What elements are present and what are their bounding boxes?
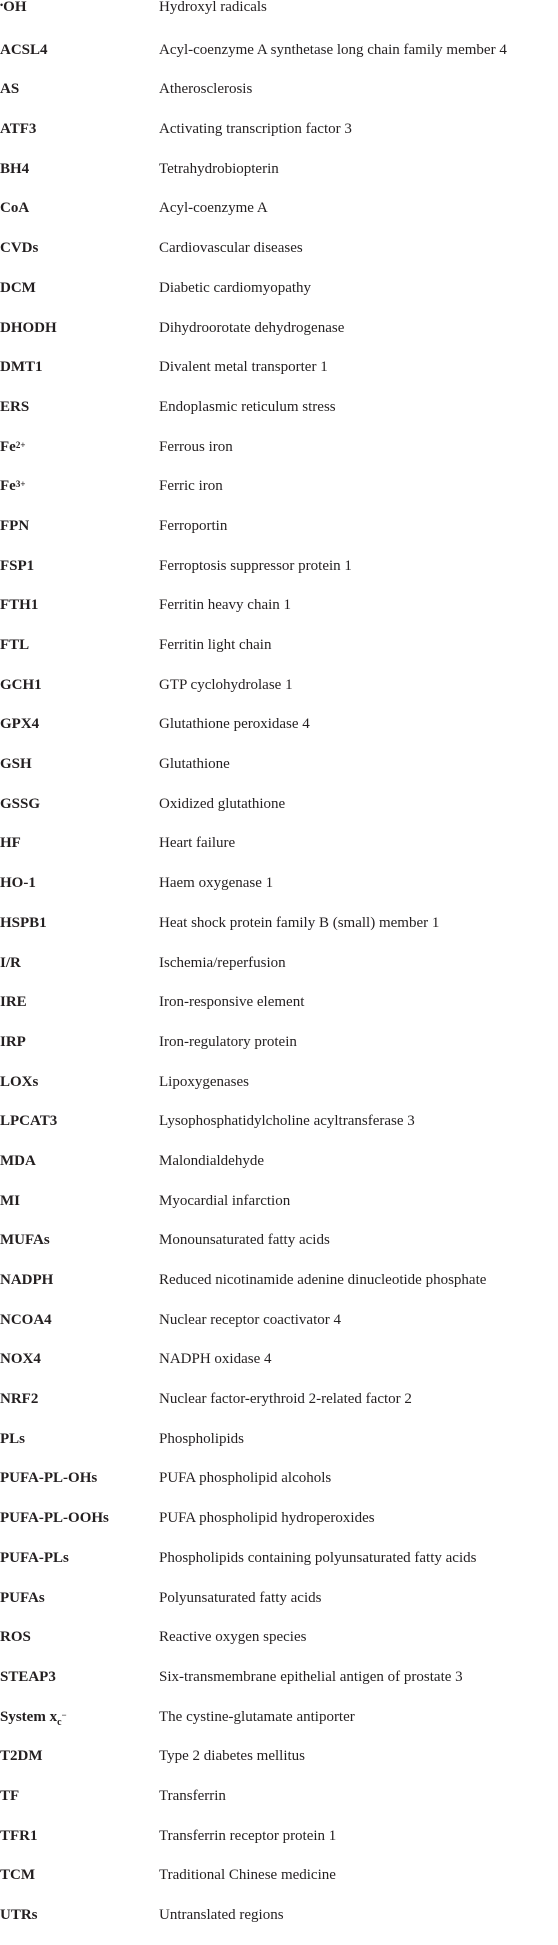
abbreviation-row bbox=[0, 1429, 558, 1469]
abbreviation-row bbox=[0, 595, 558, 635]
term-text: DMT1 bbox=[0, 359, 43, 376]
abbreviation-row bbox=[0, 1588, 558, 1628]
term-text: PLs bbox=[0, 1430, 26, 1447]
abbreviation-term bbox=[0, 1349, 41, 1369]
term-text: System x bbox=[0, 1708, 58, 1725]
term-text: BH4 bbox=[0, 160, 30, 177]
abbreviation-term bbox=[0, 675, 42, 695]
abbreviation-term bbox=[0, 1746, 43, 1766]
term-text: OH bbox=[3, 0, 27, 15]
term-text: FTH1 bbox=[0, 597, 39, 614]
abbreviation-row bbox=[0, 1508, 558, 1548]
abbreviation-term bbox=[0, 1389, 38, 1409]
term-text: MDA bbox=[0, 1152, 36, 1169]
term-prefix-superscript: • bbox=[0, 0, 4, 10]
abbreviation-definition: Ferroptosis suppressor protein 1 bbox=[159, 557, 352, 574]
abbreviation-definition: PUFA phospholipid hydroperoxides bbox=[159, 1510, 375, 1527]
abbreviation-row bbox=[0, 119, 558, 159]
abbreviation-row bbox=[0, 833, 558, 873]
term-text: Fe bbox=[0, 478, 16, 495]
abbreviation-definition: Polyunsaturated fatty acids bbox=[159, 1589, 322, 1606]
term-text: PUFA-PL-OHs bbox=[0, 1470, 98, 1487]
abbreviation-term bbox=[0, 1072, 38, 1092]
abbreviation-row bbox=[0, 516, 558, 556]
abbreviation-row bbox=[0, 873, 558, 913]
abbreviation-row bbox=[0, 40, 558, 80]
abbreviation-term bbox=[0, 1905, 38, 1925]
abbreviation-definition: Lysophosphatidylcholine acyltransferase 3 bbox=[159, 1113, 415, 1130]
abbreviation-row bbox=[0, 1111, 558, 1151]
abbreviation-term bbox=[0, 1151, 36, 1171]
abbreviation-term bbox=[0, 556, 34, 576]
abbreviation-row bbox=[0, 397, 558, 437]
abbreviation-term bbox=[0, 1032, 26, 1052]
term-text: HF bbox=[0, 835, 21, 852]
abbreviation-definition: GTP cyclohydrolase 1 bbox=[159, 676, 293, 693]
abbreviation-definition: Glutathione peroxidase 4 bbox=[159, 716, 310, 733]
abbreviation-definition: Cardiovascular diseases bbox=[159, 240, 303, 257]
abbreviation-term bbox=[0, 833, 21, 853]
abbreviation-term bbox=[0, 913, 47, 933]
term-superscript: − bbox=[61, 1709, 67, 1720]
abbreviation-definition: Acyl-coenzyme A bbox=[159, 200, 268, 217]
abbreviation-term bbox=[0, 1230, 50, 1250]
term-text: I/R bbox=[0, 954, 21, 971]
term-text: Fe bbox=[0, 438, 16, 455]
abbreviation-row bbox=[0, 198, 558, 238]
abbreviation-term bbox=[0, 1548, 69, 1568]
term-superscript: 3+ bbox=[15, 479, 26, 490]
abbreviation-row bbox=[0, 159, 558, 199]
term-text: HO-1 bbox=[0, 875, 36, 892]
abbreviation-row bbox=[0, 0, 558, 40]
term-text: FTL bbox=[0, 637, 30, 653]
abbreviation-term bbox=[0, 516, 29, 536]
term-text: FPN bbox=[0, 517, 30, 534]
term-text: MUFAs bbox=[0, 1232, 50, 1249]
abbreviation-row bbox=[0, 1746, 558, 1786]
abbreviation-term bbox=[0, 1865, 35, 1885]
term-text: FSP1 bbox=[0, 557, 35, 574]
abbreviation-term bbox=[0, 714, 39, 734]
abbreviation-row bbox=[0, 1151, 558, 1191]
term-text: MI bbox=[0, 1192, 20, 1209]
term-text: T2DM bbox=[0, 1748, 43, 1765]
term-text: GSH bbox=[0, 756, 32, 773]
abbreviation-term bbox=[0, 754, 32, 774]
abbreviation-definition: Hydroxyl radicals bbox=[159, 0, 267, 15]
abbreviation-definition: Six-transmembrane epithelial antigen of prostate 3 bbox=[159, 1668, 463, 1685]
abbreviation-definition: Monounsaturated fatty acids bbox=[159, 1232, 330, 1249]
abbreviation-definition: Ferrous iron bbox=[159, 438, 233, 455]
abbreviation-definition: Divalent metal transporter 1 bbox=[159, 359, 328, 376]
abbreviation-definition: Transferrin bbox=[159, 1787, 226, 1804]
abbreviation-term bbox=[0, 1667, 56, 1687]
term-text: AS bbox=[0, 81, 20, 98]
abbreviation-definition: Iron-responsive element bbox=[159, 994, 305, 1011]
abbreviation-term bbox=[0, 198, 29, 218]
abbreviation-definition: Acyl-coenzyme A synthetase long chain family member 4 bbox=[159, 41, 507, 58]
abbreviation-row bbox=[0, 1786, 558, 1826]
abbreviation-row bbox=[0, 1468, 558, 1508]
abbreviation-row bbox=[0, 953, 558, 993]
abbreviation-row bbox=[0, 1865, 558, 1905]
abbreviation-row bbox=[0, 913, 558, 953]
term-text: NRF2 bbox=[0, 1391, 39, 1408]
abbreviation-term bbox=[0, 992, 27, 1012]
term-text: LOXs bbox=[0, 1073, 39, 1090]
abbreviation-term bbox=[0, 635, 29, 655]
abbreviation-row bbox=[0, 1707, 558, 1747]
abbreviation-definition: PUFA phospholipid alcohols bbox=[159, 1470, 332, 1487]
term-text: ATF3 bbox=[0, 121, 37, 138]
abbreviation-term bbox=[0, 1468, 97, 1488]
term-text: TFR1 bbox=[0, 1827, 38, 1844]
abbreviation-definition: Ferric iron bbox=[159, 478, 223, 495]
abbreviation-row bbox=[0, 714, 558, 754]
abbreviation-term bbox=[0, 1191, 20, 1211]
abbreviation-row bbox=[0, 1627, 558, 1667]
term-text: UTRs bbox=[0, 1907, 38, 1923]
term-text: IRP bbox=[0, 1033, 26, 1050]
abbreviation-row bbox=[0, 1548, 558, 1588]
abbreviation-definition: Glutathione bbox=[159, 756, 230, 773]
abbreviation-term bbox=[0, 357, 43, 377]
abbreviation-row bbox=[0, 1310, 558, 1350]
abbreviation-definition: Nuclear receptor coactivator 4 bbox=[159, 1311, 341, 1328]
term-text: ACSL4 bbox=[0, 41, 48, 58]
term-text: PUFAs bbox=[0, 1589, 45, 1606]
abbreviation-definition: Iron-regulatory protein bbox=[159, 1033, 297, 1050]
term-text: TF bbox=[0, 1787, 20, 1804]
abbreviation-term bbox=[0, 437, 25, 457]
abbreviation-definition: Oxidized glutathione bbox=[159, 795, 286, 812]
abbreviation-term bbox=[0, 119, 36, 139]
abbreviation-term bbox=[0, 0, 27, 17]
abbreviation-definition: Ferroportin bbox=[159, 517, 228, 534]
abbreviation-row bbox=[0, 1349, 558, 1389]
abbreviation-term bbox=[0, 1786, 19, 1806]
abbreviation-term bbox=[0, 794, 40, 814]
abbreviation-row bbox=[0, 357, 558, 397]
abbreviation-term bbox=[0, 1508, 109, 1528]
abbreviation-row bbox=[0, 1667, 558, 1707]
term-superscript: 2+ bbox=[15, 439, 26, 450]
abbreviation-definition: The cystine-glutamate antiporter bbox=[159, 1708, 355, 1725]
abbreviation-row bbox=[0, 79, 558, 119]
abbreviation-term bbox=[0, 1270, 53, 1290]
term-text: CoA bbox=[0, 200, 30, 217]
term-text: NOX4 bbox=[0, 1351, 41, 1368]
abbreviation-term bbox=[0, 873, 36, 893]
abbreviation-row bbox=[0, 1389, 558, 1429]
term-text: GCH1 bbox=[0, 676, 42, 693]
term-text: DCM bbox=[0, 279, 36, 296]
abbreviation-row bbox=[0, 1270, 558, 1310]
term-text: NCOA4 bbox=[0, 1311, 52, 1328]
term-text: DHODH bbox=[0, 319, 57, 336]
abbreviation-row bbox=[0, 238, 558, 278]
abbreviation-row bbox=[0, 675, 558, 715]
abbreviation-definition: Lipoxygenases bbox=[159, 1073, 249, 1090]
abbreviation-row bbox=[0, 318, 558, 358]
abbreviation-definition: Transferrin receptor protein 1 bbox=[159, 1827, 337, 1844]
abbreviation-term bbox=[0, 1826, 38, 1846]
abbreviation-row bbox=[0, 437, 558, 477]
abbreviation-definition: Diabetic cardiomyopathy bbox=[159, 279, 312, 296]
abbreviation-term bbox=[0, 1310, 52, 1330]
abbreviation-term bbox=[0, 397, 29, 417]
abbreviation-row bbox=[0, 476, 558, 516]
term-text: IRE bbox=[0, 994, 27, 1011]
term-text: PUFA-PL-OOHs bbox=[0, 1510, 109, 1527]
term-text: HSPB1 bbox=[0, 914, 47, 931]
term-text: LPCAT3 bbox=[0, 1113, 58, 1130]
abbreviation-row bbox=[0, 1230, 558, 1270]
abbreviation-term bbox=[0, 953, 21, 973]
abbreviation-definition: Dihydroorotate dehydrogenase bbox=[159, 319, 345, 336]
term-text: STEAP3 bbox=[0, 1668, 56, 1685]
abbreviation-definition: Myocardial infarction bbox=[159, 1192, 291, 1209]
abbreviation-row bbox=[0, 794, 558, 834]
term-text: TCM bbox=[0, 1867, 35, 1884]
abbreviation-row bbox=[0, 1072, 558, 1112]
term-text: ROS bbox=[0, 1629, 31, 1646]
term-text: ERS bbox=[0, 398, 30, 415]
abbreviation-row bbox=[0, 754, 558, 794]
abbreviation-definition: Untranslated regions bbox=[159, 1907, 284, 1923]
abbreviation-definition: Ferritin heavy chain 1 bbox=[159, 597, 292, 614]
abbreviation-row bbox=[0, 1191, 558, 1231]
term-text: GSSG bbox=[0, 795, 41, 812]
term-text: NADPH bbox=[0, 1272, 54, 1288]
abbreviation-term bbox=[0, 595, 38, 615]
abbreviation-term bbox=[0, 1588, 45, 1608]
abbreviation-definition: Malondialdehyde bbox=[159, 1152, 264, 1169]
abbreviation-definition: Nuclear factor-erythroid 2-related factor 2 bbox=[159, 1391, 412, 1408]
abbreviation-definition: Reduced nicotinamide adenine dinucleotide phosphate bbox=[159, 1272, 487, 1288]
abbreviation-definition: Traditional Chinese medicine bbox=[159, 1867, 336, 1884]
abbreviation-definition: Endoplasmic reticulum stress bbox=[159, 398, 336, 415]
abbreviation-definition: Atherosclerosis bbox=[159, 81, 253, 98]
abbreviation-row bbox=[0, 1905, 558, 1945]
abbreviation-row bbox=[0, 1032, 558, 1072]
abbreviation-definition: Activating transcription factor 3 bbox=[159, 121, 352, 138]
abbreviation-definition: Tetrahydrobiopterin bbox=[159, 160, 279, 177]
abbreviation-definition: Type 2 diabetes mellitus bbox=[159, 1748, 306, 1765]
abbreviation-definition: Ferritin light chain bbox=[159, 637, 272, 653]
abbreviation-row bbox=[0, 556, 558, 596]
abbreviation-definition: Phospholipids containing polyunsaturated fatty acids bbox=[159, 1549, 477, 1566]
abbreviation-term bbox=[0, 1111, 57, 1131]
abbreviation-term bbox=[0, 238, 38, 258]
abbreviation-definition: Heat shock protein family B (small) member 1 bbox=[159, 914, 440, 931]
abbreviation-definition: Phospholipids bbox=[159, 1430, 245, 1447]
abbreviation-row bbox=[0, 992, 558, 1032]
abbreviation-definition: Reactive oxygen species bbox=[159, 1629, 307, 1646]
abbreviation-row bbox=[0, 635, 558, 675]
abbreviation-term bbox=[0, 278, 36, 298]
term-text: CVDs bbox=[0, 240, 39, 257]
abbreviation-term bbox=[0, 40, 48, 60]
abbreviation-term bbox=[0, 159, 29, 179]
abbreviation-row bbox=[0, 1826, 558, 1866]
abbreviation-definition: NADPH oxidase 4 bbox=[159, 1351, 272, 1368]
abbreviation-definition: Ischemia/reperfusion bbox=[159, 954, 286, 971]
abbreviation-term bbox=[0, 318, 57, 338]
abbreviation-term bbox=[0, 1707, 67, 1729]
abbreviation-row bbox=[0, 278, 558, 318]
term-text: PUFA-PLs bbox=[0, 1549, 69, 1566]
abbreviation-term bbox=[0, 1429, 25, 1449]
abbreviation-definition: Heart failure bbox=[159, 835, 236, 852]
abbreviation-definition: Haem oxygenase 1 bbox=[159, 875, 274, 892]
abbreviation-term bbox=[0, 1627, 31, 1647]
abbreviation-term bbox=[0, 476, 25, 496]
term-text: GPX4 bbox=[0, 716, 40, 733]
abbreviation-term bbox=[0, 79, 19, 99]
term-subscript: c bbox=[57, 1716, 62, 1728]
